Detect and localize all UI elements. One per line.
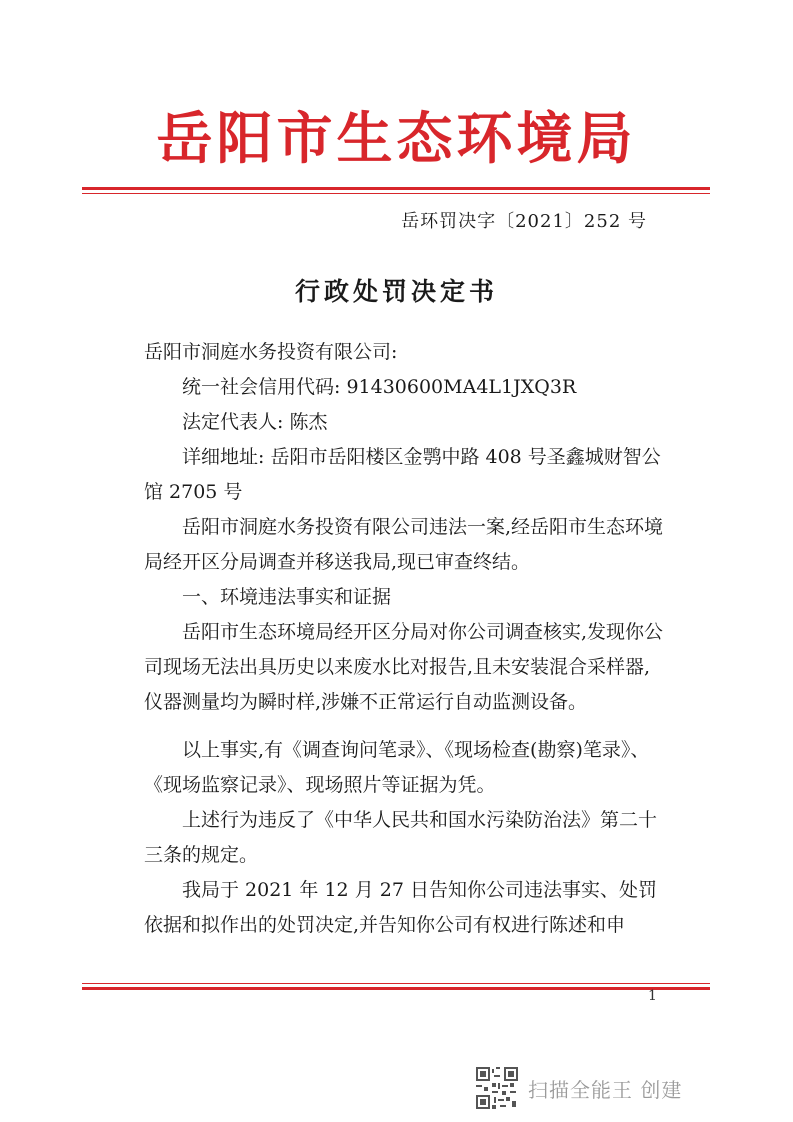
addressee-company: 岳阳市洞庭水务投资有限公司: (144, 341, 398, 363)
footer-rule-thick (82, 987, 710, 990)
company-address: 详细地址: 岳阳市岳阳楼区金鹗中路 408 号圣鑫城财智公馆 2705 号 (144, 446, 661, 503)
credit-code: 统一社会信用代码: 91430600MA4L1JXQ3R (182, 376, 577, 398)
facts-paragraph: 岳阳市生态环境局经开区分局对你公司调查核实,发现你公司现场无法出具历史以来废水比对报告,且未安装混合采样器,仪器测量均为瞬时样,涉嫌不正常运行自动监测设备。 (144, 621, 664, 713)
scanner-watermark (476, 1067, 682, 1109)
footer-rule-thin (82, 983, 710, 984)
section-heading-facts: 一、环境违法事实和证据 (182, 586, 392, 608)
document-body (144, 335, 664, 943)
document-number: 岳环罚决字〔2021〕252 号 (401, 211, 647, 232)
watermark-text: 扫描全能王 创建 (528, 1077, 683, 1102)
page-number: 1 (648, 988, 657, 1004)
header-rule-thin (82, 193, 710, 194)
qr-code-icon (476, 1067, 518, 1109)
agency-name: 岳阳市生态环境局 (156, 107, 637, 172)
legal-representative: 法定代表人: 陈杰 (182, 411, 328, 433)
notice-paragraph: 我局于 2021 年 12 月 27 日告知你公司违法事实、处罚依据和拟作出的处罚决定,并告知你公司有权进行陈述和申 (144, 879, 657, 936)
header-rule-thick (82, 187, 710, 190)
evidence-paragraph: 以上事实,有《调查询问笔录》、《现场检查(勘察)笔录》、《现场监察记录》、现场照片等证据为凭。 (144, 739, 650, 796)
case-summary: 岳阳市洞庭水务投资有限公司违法一案,经岳阳市生态环境局经开区分局调查并移送我局,现已审查终结。 (144, 516, 664, 573)
document-title: 行政处罚决定书 (294, 277, 498, 306)
violation-paragraph: 上述行为违反了《中华人民共和国水污染防治法》第二十三条的规定。 (144, 809, 658, 866)
